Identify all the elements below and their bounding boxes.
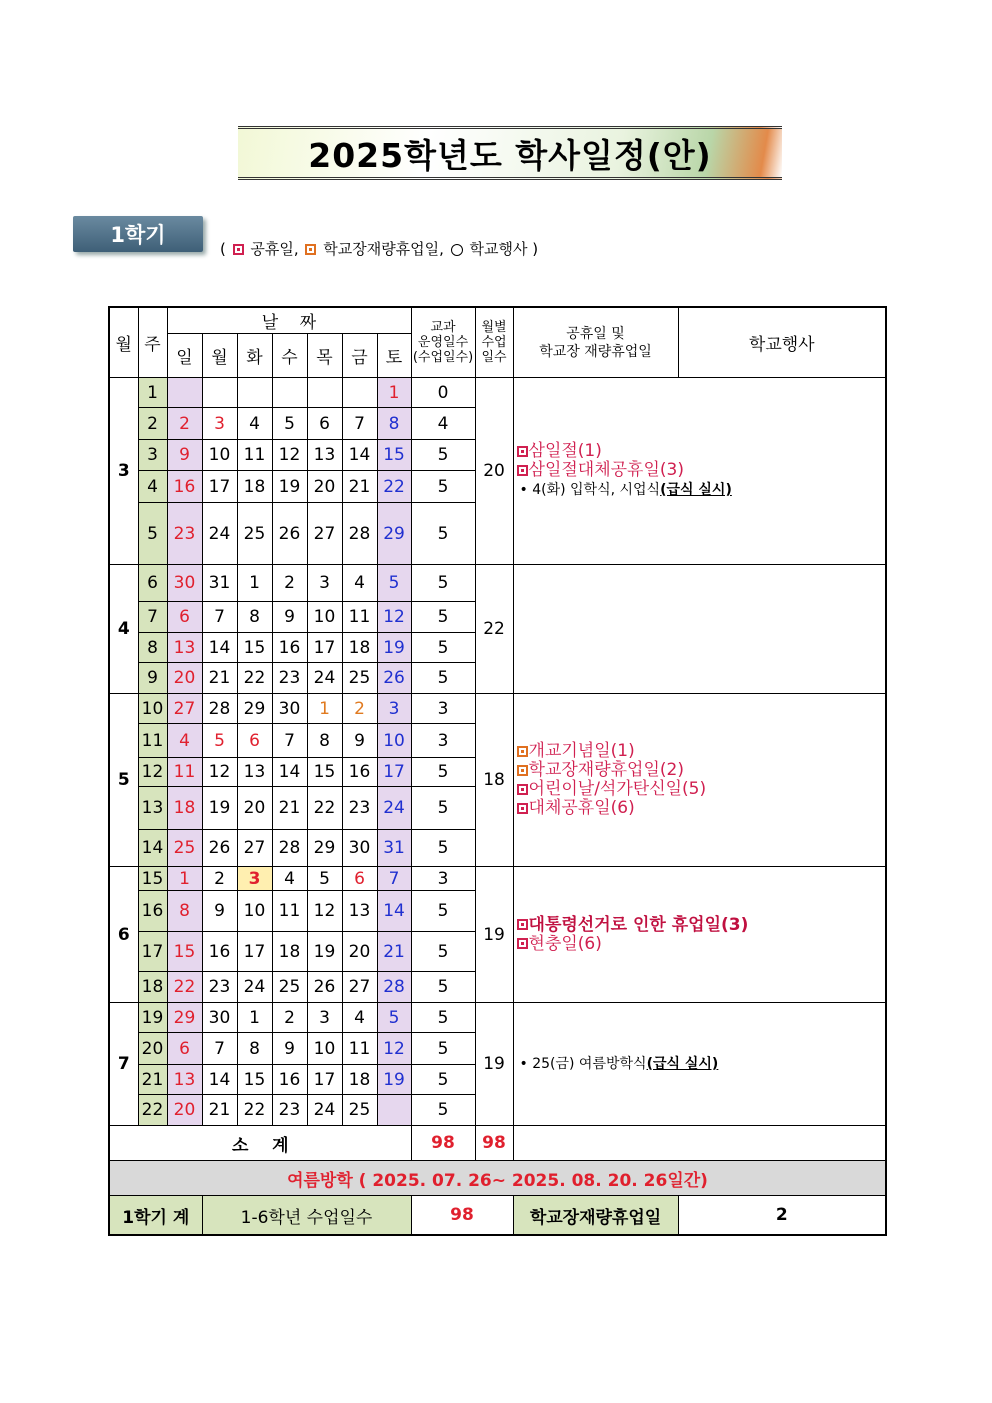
date-cell: 29 bbox=[307, 830, 342, 867]
header-day-5: 금 bbox=[342, 334, 377, 378]
week-number: 14 bbox=[138, 830, 167, 867]
events-cell bbox=[513, 1003, 886, 1126]
ops-days-cell: 4 bbox=[411, 408, 475, 440]
date-cell: 13 bbox=[342, 891, 377, 932]
vacation-row bbox=[109, 1161, 886, 1196]
header-ops-days-3: (수업일수) bbox=[412, 350, 474, 365]
date-cell: 7 bbox=[342, 408, 377, 440]
date-cell: 2 bbox=[167, 408, 202, 440]
date-cell: 19 bbox=[272, 471, 307, 503]
date-cell: 1 bbox=[377, 378, 411, 408]
date-cell: 20 bbox=[342, 932, 377, 972]
monthly-days-cell: 19 bbox=[475, 1003, 513, 1126]
date-cell: 10 bbox=[237, 891, 272, 932]
date-cell: 30 bbox=[167, 565, 202, 602]
date-cell: 16 bbox=[272, 633, 307, 663]
date-cell: 22 bbox=[307, 787, 342, 830]
date-cell: 6 bbox=[307, 408, 342, 440]
date-cell: 24 bbox=[377, 787, 411, 830]
date-cell: 18 bbox=[272, 932, 307, 972]
date-cell bbox=[202, 378, 237, 408]
date-cell: 7 bbox=[202, 1033, 237, 1065]
ops-days-cell: 5 bbox=[411, 440, 475, 471]
date-cell: 8 bbox=[377, 408, 411, 440]
date-cell: 6 bbox=[167, 602, 202, 633]
holiday-square-icon bbox=[517, 446, 528, 457]
date-cell: 28 bbox=[342, 503, 377, 565]
header-ops-days-2: 운영일수 bbox=[417, 335, 469, 350]
ops-days-cell: 5 bbox=[411, 758, 475, 787]
date-cell: 4 bbox=[342, 1003, 377, 1033]
date-cell: 13 bbox=[167, 1065, 202, 1095]
date-cell: 5 bbox=[377, 565, 411, 602]
event-item bbox=[517, 461, 886, 480]
date-cell: 5 bbox=[377, 1003, 411, 1033]
week-row bbox=[109, 565, 886, 602]
date-cell: 6 bbox=[167, 1033, 202, 1065]
date-cell: 9 bbox=[272, 602, 307, 633]
header-monthly-1: 월별 bbox=[481, 320, 507, 335]
date-cell: 4 bbox=[272, 867, 307, 891]
header-ops-days bbox=[411, 307, 475, 378]
discretionary-square-icon bbox=[517, 746, 528, 757]
date-cell: 1 bbox=[167, 867, 202, 891]
event-item bbox=[517, 742, 886, 761]
date-cell: 11 bbox=[167, 758, 202, 787]
subtotal-label: 소 계 bbox=[109, 1126, 411, 1161]
date-cell: 3 bbox=[202, 408, 237, 440]
date-cell: 2 bbox=[272, 565, 307, 602]
date-cell: 13 bbox=[237, 758, 272, 787]
date-cell: 16 bbox=[202, 932, 237, 972]
date-cell: 8 bbox=[237, 602, 272, 633]
date-cell: 27 bbox=[342, 972, 377, 1003]
date-cell: 14 bbox=[272, 758, 307, 787]
subtotal-row bbox=[109, 1126, 886, 1161]
date-cell: 23 bbox=[272, 1095, 307, 1126]
date-cell: 24 bbox=[307, 1095, 342, 1126]
holiday-square-icon bbox=[517, 784, 528, 795]
event-item bbox=[517, 442, 886, 461]
date-cell: 11 bbox=[237, 440, 272, 471]
date-cell: 2 bbox=[202, 867, 237, 891]
event-text: 삼일절대체공휴일(3) bbox=[528, 460, 684, 480]
ops-days-cell: 3 bbox=[411, 867, 475, 891]
week-number: 5 bbox=[138, 503, 167, 565]
date-cell: 20 bbox=[167, 1095, 202, 1126]
date-cell: 7 bbox=[377, 867, 411, 891]
ops-days-cell: 5 bbox=[411, 972, 475, 1003]
week-number: 4 bbox=[138, 471, 167, 503]
date-cell: 26 bbox=[202, 830, 237, 867]
date-cell: 6 bbox=[342, 867, 377, 891]
date-cell: 3 bbox=[237, 867, 272, 891]
date-cell: 22 bbox=[237, 1095, 272, 1126]
date-cell: 12 bbox=[272, 440, 307, 471]
date-cell: 11 bbox=[342, 1033, 377, 1065]
date-cell: 24 bbox=[307, 663, 342, 694]
event-text: 개교기념일(1) bbox=[528, 741, 635, 761]
date-cell: 26 bbox=[377, 663, 411, 694]
date-cell: 18 bbox=[237, 471, 272, 503]
week-number: 6 bbox=[138, 565, 167, 602]
header-day-6: 토 bbox=[377, 334, 411, 378]
date-cell: 19 bbox=[307, 932, 342, 972]
date-cell: 16 bbox=[342, 758, 377, 787]
date-cell: 9 bbox=[167, 440, 202, 471]
date-cell: 2 bbox=[272, 1003, 307, 1033]
event-item bbox=[517, 916, 886, 935]
week-number: 3 bbox=[138, 440, 167, 471]
total-desc: 1-6학년 수업일수 bbox=[202, 1196, 411, 1236]
date-cell: 21 bbox=[202, 1095, 237, 1126]
date-cell: 2 bbox=[342, 694, 377, 724]
week-number: 16 bbox=[138, 891, 167, 932]
week-number: 21 bbox=[138, 1065, 167, 1095]
ops-days-cell: 5 bbox=[411, 471, 475, 503]
date-cell: 30 bbox=[342, 830, 377, 867]
date-cell: 8 bbox=[237, 1033, 272, 1065]
date-cell: 18 bbox=[342, 1065, 377, 1095]
event-text: 대통령선거로 인한 휴업일(3) bbox=[528, 914, 749, 935]
date-cell: 25 bbox=[342, 663, 377, 694]
discretionary-square-icon bbox=[305, 244, 316, 255]
date-cell: 26 bbox=[272, 503, 307, 565]
monthly-days-cell: 22 bbox=[475, 565, 513, 694]
date-cell: 17 bbox=[307, 633, 342, 663]
date-cell: 21 bbox=[377, 932, 411, 972]
ops-days-cell: 3 bbox=[411, 694, 475, 724]
date-cell: 22 bbox=[377, 471, 411, 503]
date-cell: 18 bbox=[167, 787, 202, 830]
date-cell: 10 bbox=[202, 440, 237, 471]
date-cell: 20 bbox=[307, 471, 342, 503]
date-cell: 19 bbox=[377, 1065, 411, 1095]
date-cell: 17 bbox=[237, 932, 272, 972]
total-row bbox=[109, 1196, 886, 1236]
week-number: 17 bbox=[138, 932, 167, 972]
header-monthly-2: 수업 bbox=[481, 335, 507, 350]
date-cell: 14 bbox=[342, 440, 377, 471]
event-note: (급식 실시) bbox=[646, 1056, 719, 1072]
week-number: 22 bbox=[138, 1095, 167, 1126]
week-number: 7 bbox=[138, 602, 167, 633]
date-cell: 21 bbox=[272, 787, 307, 830]
events-cell bbox=[513, 694, 886, 867]
event-item bbox=[517, 799, 886, 818]
subtotal-blank bbox=[513, 1126, 886, 1161]
week-number: 13 bbox=[138, 787, 167, 830]
date-cell: 8 bbox=[167, 891, 202, 932]
date-cell: 24 bbox=[237, 972, 272, 1003]
date-cell: 11 bbox=[272, 891, 307, 932]
date-cell: 15 bbox=[167, 932, 202, 972]
event-text: 어린이날/석가탄신일(5) bbox=[528, 779, 707, 799]
week-row bbox=[109, 1003, 886, 1033]
date-cell: 22 bbox=[167, 972, 202, 1003]
date-cell bbox=[167, 378, 202, 408]
header-holidays-1: 공휴일 및 bbox=[566, 325, 625, 342]
week-number: 2 bbox=[138, 408, 167, 440]
header-day-2: 화 bbox=[237, 334, 272, 378]
ops-days-cell: 3 bbox=[411, 724, 475, 758]
date-cell: 16 bbox=[272, 1065, 307, 1095]
date-cell: 31 bbox=[202, 565, 237, 602]
monthly-days-cell: 18 bbox=[475, 694, 513, 867]
date-cell bbox=[307, 378, 342, 408]
week-number: 1 bbox=[138, 378, 167, 408]
date-cell: 22 bbox=[237, 663, 272, 694]
date-cell: 29 bbox=[237, 694, 272, 724]
date-cell: 27 bbox=[237, 830, 272, 867]
week-number: 9 bbox=[138, 663, 167, 694]
date-cell: 3 bbox=[307, 565, 342, 602]
date-cell: 23 bbox=[167, 503, 202, 565]
header-monthly-3: 일수 bbox=[481, 350, 507, 365]
date-cell: 12 bbox=[377, 1033, 411, 1065]
date-cell: 16 bbox=[167, 471, 202, 503]
date-cell bbox=[272, 378, 307, 408]
date-cell: 10 bbox=[307, 602, 342, 633]
subtotal-monthly: 98 bbox=[475, 1126, 513, 1161]
header-monthly bbox=[475, 307, 513, 378]
legend-school-holiday: 학교장재량휴업일, bbox=[323, 240, 444, 258]
page-title bbox=[238, 126, 782, 180]
date-cell bbox=[342, 378, 377, 408]
holiday-square-icon bbox=[517, 938, 528, 949]
date-cell: 1 bbox=[237, 1003, 272, 1033]
date-cell: 27 bbox=[167, 694, 202, 724]
event-item bbox=[517, 780, 886, 799]
header-holidays-2: 학교장 재량휴업일 bbox=[539, 343, 652, 360]
header-day-1: 월 bbox=[202, 334, 237, 378]
date-cell: 1 bbox=[307, 694, 342, 724]
date-cell: 25 bbox=[237, 503, 272, 565]
date-cell: 10 bbox=[377, 724, 411, 758]
event-text: • 25(금) 여름방학식 bbox=[519, 1056, 647, 1072]
date-cell: 23 bbox=[202, 972, 237, 1003]
legend-close: ) bbox=[532, 240, 539, 258]
week-number: 8 bbox=[138, 633, 167, 663]
event-text: 삼일절(1) bbox=[528, 441, 602, 461]
subtotal-ops: 98 bbox=[411, 1126, 475, 1161]
date-cell: 30 bbox=[202, 1003, 237, 1033]
date-cell: 4 bbox=[237, 408, 272, 440]
date-cell: 5 bbox=[272, 408, 307, 440]
header-month: 월 bbox=[109, 307, 138, 378]
week-row bbox=[109, 694, 886, 724]
date-cell: 23 bbox=[342, 787, 377, 830]
header-day-4: 목 bbox=[307, 334, 342, 378]
date-cell: 10 bbox=[307, 1033, 342, 1065]
week-row bbox=[109, 378, 886, 408]
discretionary-square-icon bbox=[517, 765, 528, 776]
events-cell bbox=[513, 867, 886, 1003]
date-cell: 13 bbox=[167, 633, 202, 663]
date-cell: 3 bbox=[377, 694, 411, 724]
header-day-0: 일 bbox=[167, 334, 202, 378]
month-cell: 7 bbox=[109, 1003, 138, 1126]
date-cell: 8 bbox=[307, 724, 342, 758]
date-cell: 12 bbox=[377, 602, 411, 633]
event-item bbox=[517, 761, 886, 780]
vacation-text: 여름방학 ( 2025. 07. 26~ 2025. 08. 20. 26일간) bbox=[109, 1161, 886, 1196]
date-cell: 28 bbox=[377, 972, 411, 1003]
month-cell: 4 bbox=[109, 565, 138, 694]
date-cell: 12 bbox=[307, 891, 342, 932]
total-label: 1학기 계 bbox=[109, 1196, 202, 1236]
date-cell: 19 bbox=[377, 633, 411, 663]
ops-days-cell: 5 bbox=[411, 1065, 475, 1095]
date-cell: 27 bbox=[307, 503, 342, 565]
date-cell: 21 bbox=[202, 663, 237, 694]
date-cell: 15 bbox=[377, 440, 411, 471]
date-cell: 31 bbox=[377, 830, 411, 867]
total-discretionary: 2 bbox=[678, 1196, 886, 1236]
holiday-square-icon bbox=[517, 465, 528, 476]
holiday-square-icon bbox=[233, 244, 244, 255]
date-cell: 26 bbox=[307, 972, 342, 1003]
date-cell: 15 bbox=[307, 758, 342, 787]
week-number: 19 bbox=[138, 1003, 167, 1033]
date-cell: 7 bbox=[272, 724, 307, 758]
event-text: 대체공휴일(6) bbox=[528, 798, 635, 818]
date-cell: 11 bbox=[342, 602, 377, 633]
ops-days-cell: 5 bbox=[411, 565, 475, 602]
ops-days-cell: 5 bbox=[411, 1003, 475, 1033]
date-cell: 19 bbox=[202, 787, 237, 830]
calendar-table bbox=[108, 306, 887, 1236]
event-note: (급식 실시) bbox=[660, 482, 732, 498]
date-cell: 24 bbox=[202, 503, 237, 565]
date-cell: 4 bbox=[167, 724, 202, 758]
events-cell bbox=[513, 378, 886, 565]
header-day-3: 수 bbox=[272, 334, 307, 378]
date-cell: 28 bbox=[202, 694, 237, 724]
date-cell: 1 bbox=[237, 565, 272, 602]
date-cell: 12 bbox=[202, 758, 237, 787]
date-cell: 17 bbox=[202, 471, 237, 503]
date-cell bbox=[237, 378, 272, 408]
ops-days-cell: 5 bbox=[411, 1095, 475, 1126]
event-item bbox=[517, 1054, 886, 1074]
date-cell: 15 bbox=[237, 1065, 272, 1095]
date-cell: 9 bbox=[272, 1033, 307, 1065]
legend-event: 학교행사 bbox=[469, 240, 528, 258]
date-cell: 14 bbox=[202, 633, 237, 663]
week-number: 18 bbox=[138, 972, 167, 1003]
date-cell: 20 bbox=[167, 663, 202, 694]
week-number: 10 bbox=[138, 694, 167, 724]
date-cell: 15 bbox=[237, 633, 272, 663]
total-discretionary-label: 학교장재량휴업일 bbox=[513, 1196, 678, 1236]
week-number: 20 bbox=[138, 1033, 167, 1065]
monthly-days-cell: 20 bbox=[475, 378, 513, 565]
ops-days-cell: 5 bbox=[411, 932, 475, 972]
date-cell: 30 bbox=[272, 694, 307, 724]
date-cell: 20 bbox=[237, 787, 272, 830]
ops-days-cell: 5 bbox=[411, 787, 475, 830]
date-cell: 3 bbox=[307, 1003, 342, 1033]
date-cell bbox=[377, 1095, 411, 1126]
ops-days-cell: 0 bbox=[411, 378, 475, 408]
date-cell: 29 bbox=[167, 1003, 202, 1033]
date-cell: 17 bbox=[307, 1065, 342, 1095]
legend bbox=[220, 238, 538, 259]
ops-days-cell: 5 bbox=[411, 1033, 475, 1065]
date-cell: 14 bbox=[202, 1065, 237, 1095]
month-cell: 3 bbox=[109, 378, 138, 565]
header-ops-days-1: 교과 bbox=[430, 320, 456, 335]
ops-days-cell: 5 bbox=[411, 891, 475, 932]
week-number: 12 bbox=[138, 758, 167, 787]
holiday-square-icon bbox=[517, 803, 528, 814]
ops-days-cell: 5 bbox=[411, 633, 475, 663]
header-events: 학교행사 bbox=[678, 307, 886, 378]
date-cell: 5 bbox=[202, 724, 237, 758]
date-cell: 25 bbox=[342, 1095, 377, 1126]
date-cell: 21 bbox=[342, 471, 377, 503]
date-cell: 18 bbox=[342, 633, 377, 663]
ops-days-cell: 5 bbox=[411, 830, 475, 867]
date-cell: 9 bbox=[202, 891, 237, 932]
date-cell: 4 bbox=[342, 565, 377, 602]
event-text: • 4(화) 입학식, 시업식 bbox=[519, 482, 661, 498]
date-cell: 25 bbox=[272, 972, 307, 1003]
header-week: 주 bbox=[138, 307, 167, 378]
header-date: 날 짜 bbox=[167, 307, 411, 334]
date-cell: 13 bbox=[307, 440, 342, 471]
header-holidays bbox=[513, 307, 678, 378]
event-text: 학교장재량휴업일(2) bbox=[528, 760, 684, 780]
ops-days-cell: 5 bbox=[411, 663, 475, 694]
ops-days-cell: 5 bbox=[411, 503, 475, 565]
title-text: 2025학년도 학사일정(안) bbox=[308, 135, 712, 175]
date-cell: 14 bbox=[377, 891, 411, 932]
legend-open: ( bbox=[220, 240, 226, 258]
week-number: 11 bbox=[138, 724, 167, 758]
legend-holiday: 공휴일, bbox=[250, 240, 299, 258]
date-cell: 28 bbox=[272, 830, 307, 867]
events-cell bbox=[513, 565, 886, 694]
week-number: 15 bbox=[138, 867, 167, 891]
event-text: 현충일(6) bbox=[528, 933, 602, 954]
date-cell: 17 bbox=[377, 758, 411, 787]
ops-days-cell: 5 bbox=[411, 602, 475, 633]
event-item bbox=[517, 935, 886, 954]
event-circle-icon bbox=[451, 244, 463, 256]
event-item bbox=[517, 480, 886, 500]
holiday-square-icon bbox=[517, 919, 528, 930]
total-days: 98 bbox=[411, 1196, 513, 1236]
semester-tab: 1학기 bbox=[73, 216, 203, 252]
date-cell: 23 bbox=[272, 663, 307, 694]
date-cell: 5 bbox=[307, 867, 342, 891]
date-cell: 6 bbox=[237, 724, 272, 758]
monthly-days-cell: 19 bbox=[475, 867, 513, 1003]
date-cell: 25 bbox=[167, 830, 202, 867]
month-cell: 6 bbox=[109, 867, 138, 1003]
week-row bbox=[109, 867, 886, 891]
month-cell: 5 bbox=[109, 694, 138, 867]
date-cell: 29 bbox=[377, 503, 411, 565]
date-cell: 7 bbox=[202, 602, 237, 633]
date-cell: 9 bbox=[342, 724, 377, 758]
